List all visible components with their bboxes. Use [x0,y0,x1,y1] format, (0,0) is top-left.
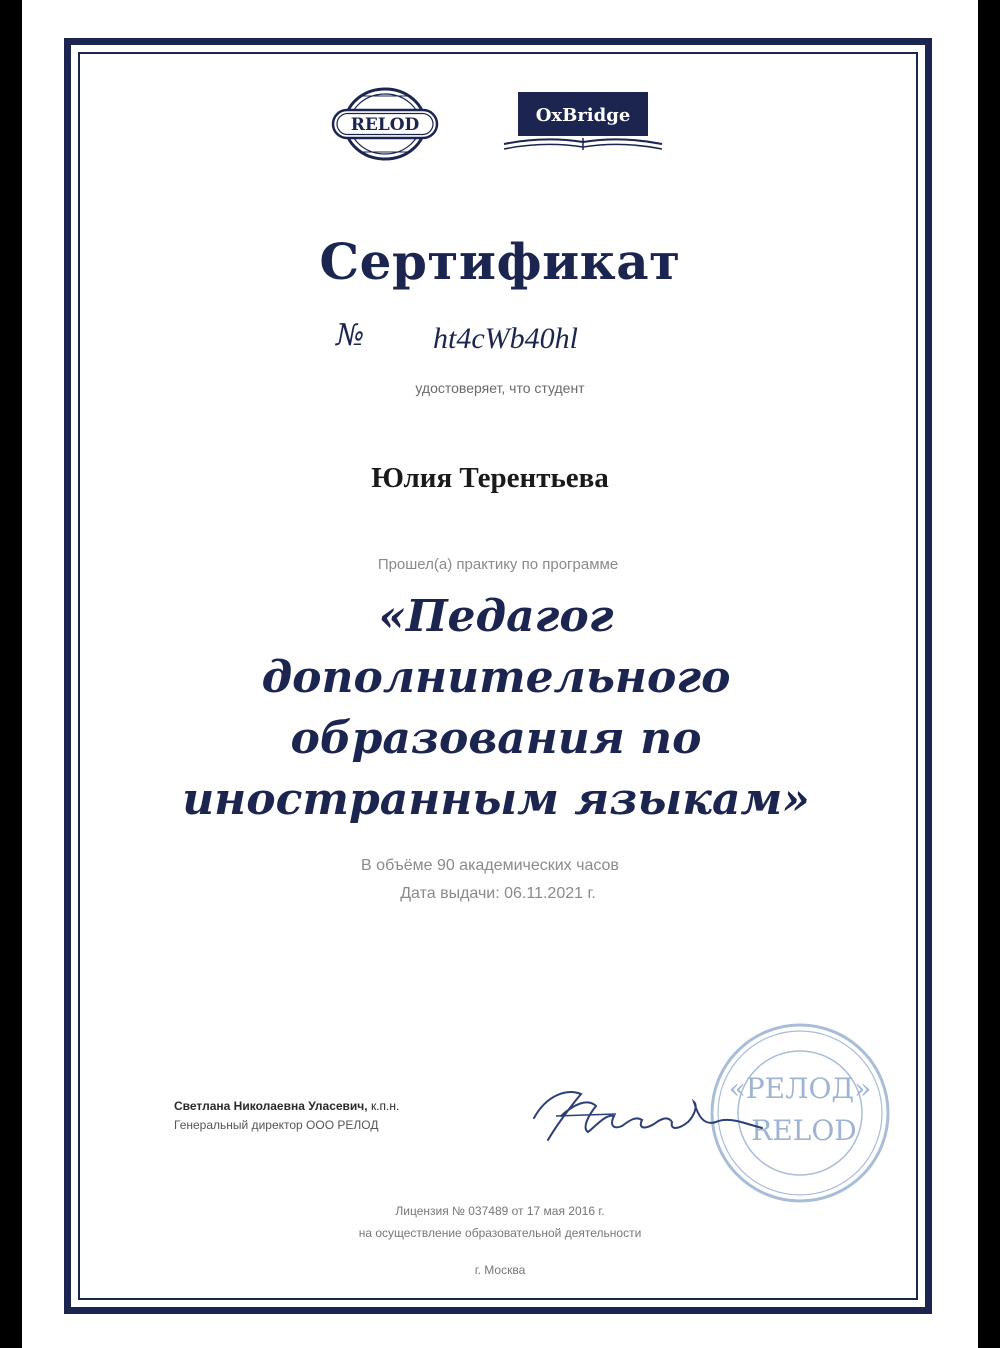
program-line: иностранным языкам» [182,774,810,825]
license-text: Лицензия № 037489 от 17 мая 2016 г. [395,1204,605,1218]
volume-text: В объёме 90 академических часов [361,857,619,874]
issue-date: Дата выдачи: 06.11.2021 г. [400,885,596,902]
signer-name: Светлана Николаевна Уласевич, [174,1099,368,1113]
relod-logo-text: RELOD [350,115,420,135]
signer-degree: к.п.н. [370,1099,400,1113]
signer-position: Генеральный директор ООО РЕЛОД [174,1118,379,1132]
student-name: Юлия Терентьева [371,462,609,494]
oxbridge-logo-text: OxBridge [535,105,631,126]
program-line: дополнительного [261,652,731,703]
stamp-text-en: RELOD [751,1114,857,1147]
certificate-title: Сертификат [319,232,681,291]
certificate-number: ht4cWb40hl [433,322,578,355]
left-dark-edge [0,0,22,1348]
number-sign: № [336,318,365,353]
license-purpose: на осуществление образовательной деятельности [358,1226,642,1240]
program-line: «Педагог [378,591,614,642]
program-line: образования по [290,713,702,764]
oxbridge-logo [500,92,666,154]
signer-name-line [174,1099,399,1113]
certifies-text: удостоверяет, что студент [415,380,585,396]
right-dark-edge [978,0,1000,1348]
relod-logo [330,86,440,162]
stamp-text-ru: «РЕЛОД» [728,1072,872,1105]
practice-text: Прошел(а) практику по программе [377,556,619,573]
city: г. Москва [474,1263,526,1277]
program-title [120,586,872,830]
signature [526,1076,766,1146]
